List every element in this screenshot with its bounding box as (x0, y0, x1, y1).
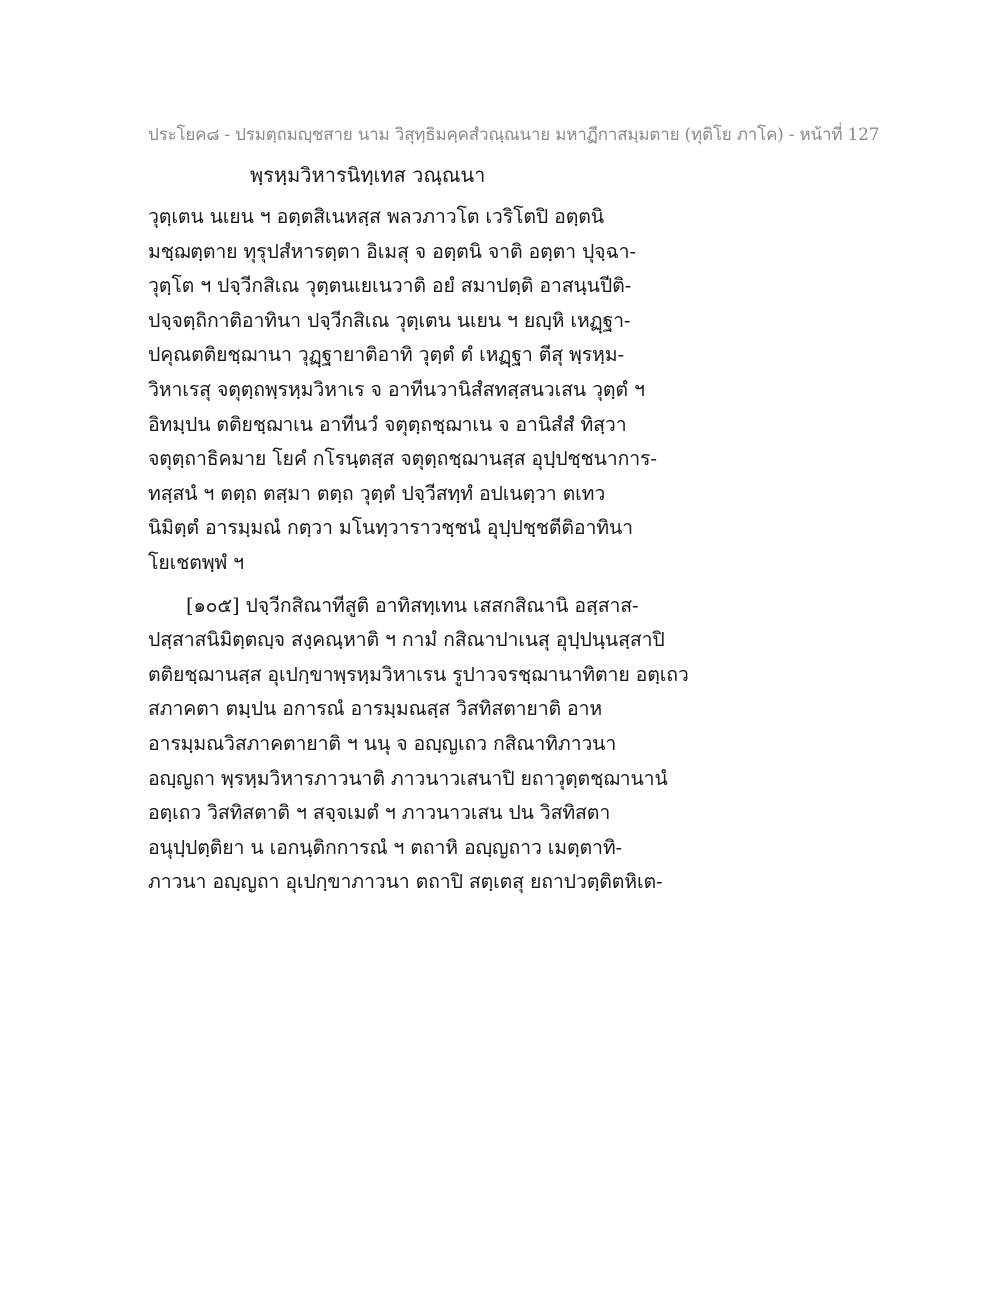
running-header: ประโยค๘ - ปรมตฺถมญฺชสาย นาม วิสุทฺธิมคฺคสํวณฺณนาย มหาฏีกาสมฺมตาย (ทุติโย ภาโค) - หน้าที่ 127 (148, 125, 880, 145)
text-line: ตติยชฺฌานสฺส อุเปกฺขาพฺรหฺมวิหาเรน รูปาวจรชฺฌานาทิตาย อตฺเถว (148, 662, 689, 686)
text-line: วุตฺเตน นเยน ฯ อตฺตสิเนหสฺส พลวภาวโต เวริโตปิ อตฺตนิ (148, 205, 604, 228)
text-line: อญฺญถา พฺรหฺมวิหารภาวนาติ ภาวนาวเสนาปิ ยถาวุตฺตชฺฌานานํ (148, 766, 668, 790)
text-line: อนุปฺปตฺติยา น เอกนฺติกการณํ ฯ ตถาหิ อญฺญถาว เมตฺตาทิ- (148, 835, 622, 859)
text-line: ทสฺสนํ ฯ ตตฺถ ตสฺมา ตตฺถ วุตฺตํ ปจฺวีสทฺทํ อปเนตฺวา ตเทว (148, 481, 606, 505)
text-line: อิทมฺปน ตติยชฺฌาเน อาทีนวํ จตุตฺถชฺฌาเน จ อานิสํสํ ทิสฺวา (148, 412, 627, 436)
text-line: ภาวนา อญฺญถา อุเปกฺขาภาวนา ตถาปิ สตฺเตสุ ยถาปวตฺติตหิเต- (148, 870, 663, 894)
text-line: อตฺเถว วิสทิสตาติ ฯ สจฺจเมตํ ฯ ภาวนาวเสน ปน วิสทิสตา (148, 801, 611, 825)
text-line: สภาคตา ตมฺปน อการณํ อารมฺมณสฺส วิสทิสตายาติ อาห (148, 697, 603, 721)
section-title: พฺรหฺมวิหารนิทฺเทส วณฺณนา (250, 163, 486, 187)
paragraph-gap (148, 581, 748, 589)
text-line: วุตฺโต ฯ ปจฺวีกสิเณ วุตฺตนเยเนวาติ อยํ สมาปตฺติ อาสนฺนปีติ- (148, 274, 632, 298)
text-line: มชฺฌตฺตาย ทุรุปสํหารตฺตา อิเมสุ จ อตฺตนิ จาติ อตฺตา ปุจฺฉา- (148, 239, 636, 263)
text-line: นิมิตฺตํ อารมฺมณํ กตฺวา มโนทฺวาราวชฺชนํ อุปฺปชฺชตีติอาทินา (148, 516, 633, 540)
text-line: [๑๐๕] ปจฺวีกสิณาทีสูติ อาทิสทฺเทน เสสกสิณานิ อสฺสาส- (186, 593, 639, 617)
text-line: โยเชตพฺพํ ฯ (148, 550, 244, 574)
paragraph (148, 200, 748, 581)
text-line: วิหาเรสุ จตุตฺถพฺรหฺมวิหาเร จ อาทีนวานิสํสทสฺสนวเสน วุตฺตํ ฯ (148, 377, 645, 401)
text-line: จตุตฺถาธิคมาย โยคํ กโรนฺตสฺส จตุตฺถชฺฌานสฺส อุปฺปชฺชนาการ- (148, 447, 657, 471)
body-text (148, 200, 748, 900)
text-line: ปคุณตติยชฺฌานา วุฏฺฐายาติอาทิ วุตฺตํ ตํ เหฏฺฐา ตีสุ พฺรหฺม- (148, 343, 624, 367)
text-line: อารมฺมณวิสภาคตายาติ ฯ นนุ จ อญฺญเถว กสิณาทิภาวนา (148, 731, 617, 755)
text-line: ปจฺจตฺถิกาติอาทินา ปจฺวีกสิเณ วุตฺเตน นเยน ฯ ยญฺหิ เหฏฺฐา- (148, 308, 631, 332)
paragraph (148, 589, 748, 900)
text-line: ปสฺสาสนิมิตฺตญฺจ สงฺคณฺหาติ ฯ กามํ กสิณาปาเนสุ อุปฺปนฺนสฺสาปิ (148, 628, 665, 652)
